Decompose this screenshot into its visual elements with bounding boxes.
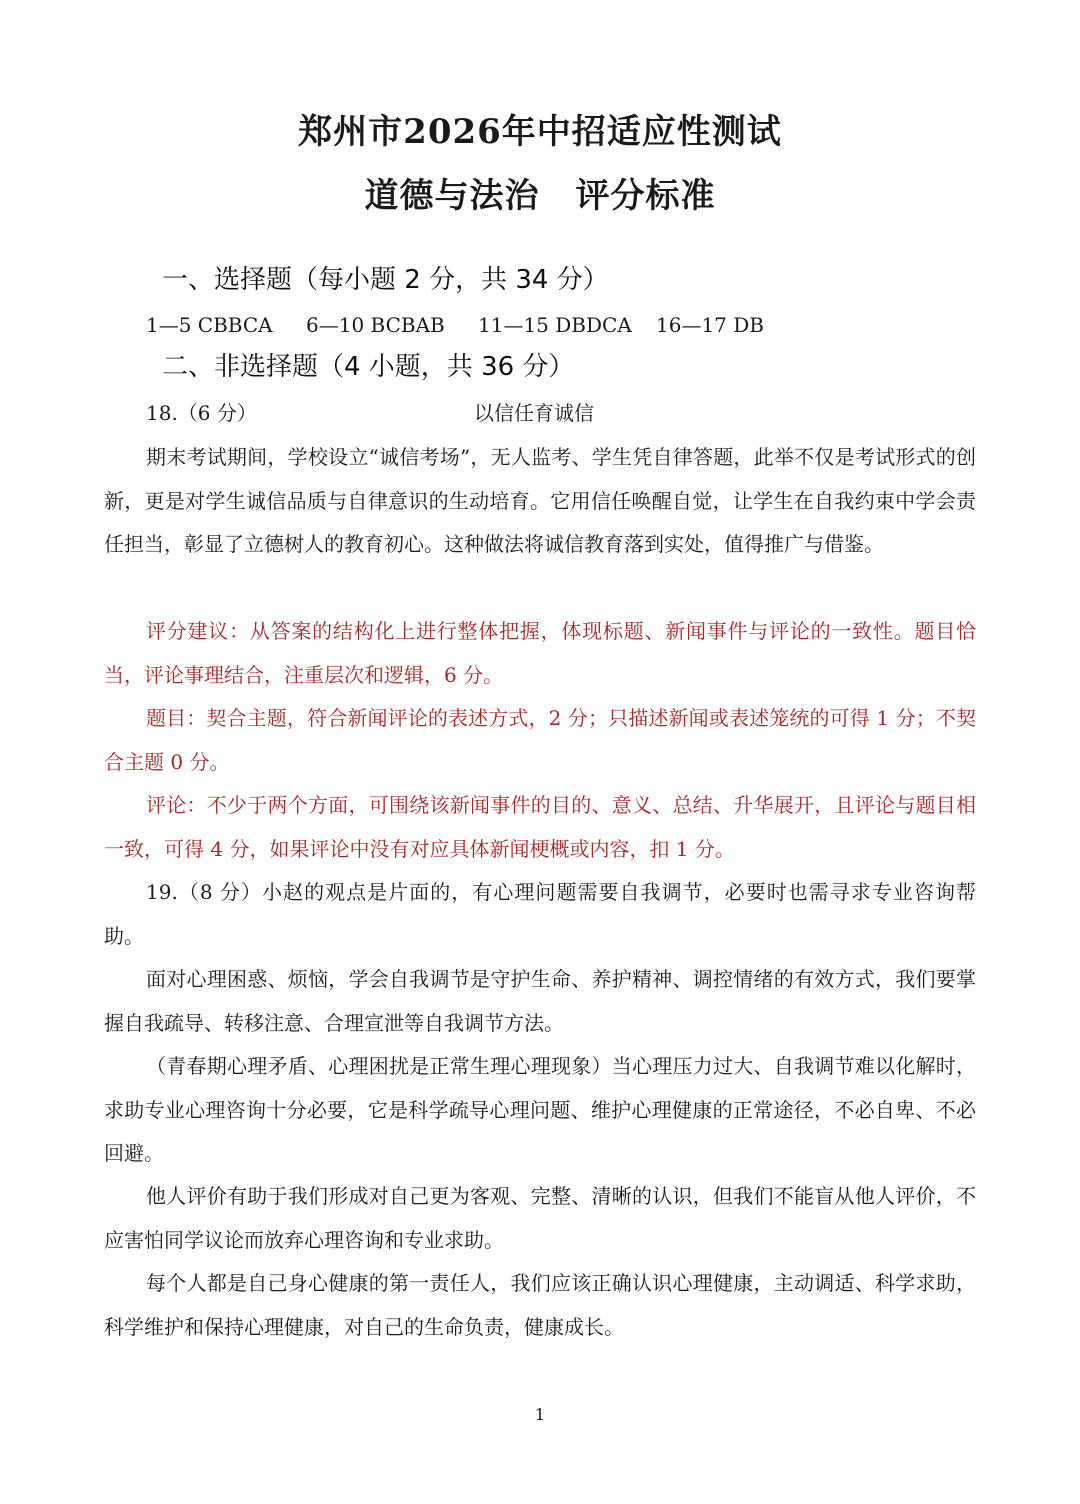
question-19-intro: 19.（8 分）小赵的观点是片面的，有心理问题需要自我调节，必要时也需寻求专业咨询帮助。: [104, 880, 976, 948]
answer-key-row: [146, 311, 764, 339]
answer-group: 1—5 CBBCA: [146, 313, 273, 337]
document-title: 郑州市2026年中招适应性测试: [298, 112, 782, 152]
document-subtitle: [0, 176, 1080, 216]
question-19-paragraph: （青春期心理矛盾、心理困扰是正常生理心理现象）当心理压力过大、自我调节难以化解时，求助专业心理咨询十分必要，它是科学疏导心理问题、维护心理健康的正常途径，不必自卑、不必回避。: [104, 1054, 976, 1165]
subject-name: 道德与法治: [364, 176, 540, 216]
scoring-standard-label: 评分标准: [575, 176, 716, 216]
question-19-paragraph: 每个人都是自己身心健康的第一责任人，我们应该正确认识心理健康，主动调适、科学求助，科学维护和保持心理健康，对自己的生命负责，健康成长。: [104, 1271, 976, 1339]
question-19-paragraph: 他人评价有助于我们形成对自己更为客观、完整、清晰的认识，但我们不能盲从他人评价，不应害怕同学议论而放弃心理咨询和专业求助。: [104, 1184, 976, 1252]
answer-group: 6—10 BCBAB: [306, 313, 445, 337]
question-19-paragraph: 面对心理困惑、烦恼，学会自我调节是守护生命、养护精神、调控情绪的有效方式，我们要掌握自我疏导、转移注意、合理宣泄等自我调节方法。: [104, 967, 976, 1035]
question-18-title: 以信任育诚信: [474, 401, 594, 425]
section-heading-multiple-choice: 一、选择题（每小题 2 分，共 34 分）: [162, 265, 609, 295]
answer-group: 16—17 DB: [656, 313, 764, 337]
scoring-advice: 评分建议：从答案的结构化上进行整体把握，体现标题、新闻事件与评论的一致性。题目恰当，评论事理结合，注重层次和逻辑，6 分。: [104, 619, 976, 687]
page-number: 1: [534, 1405, 546, 1424]
question-18-answer: 期末考试期间，学校设立“诚信考场”，无人监考、学生凭自律答题，此举不仅是考试形式的创新，更是对学生诚信品质与自律意识的生动培育。它用信任唤醒自觉，让学生在自我约束中学会责任担当，彰显了立德树人的教育初心。这种做法将诚信教育落到实处，值得推广与借鉴。: [104, 445, 976, 556]
question-18-label: 18.（6 分）: [146, 401, 257, 425]
section-heading-non-choice: 二、非选择题（4 小题，共 36 分）: [162, 352, 575, 382]
answer-group: 11—15 DBDCA: [478, 313, 632, 337]
scoring-comment-criteria: 评论：不少于两个方面，可围绕该新闻事件的目的、意义、总结、升华展开，且评论与题目相一致，可得 4 分，如果评论中没有对应具体新闻梗概或内容，扣 1 分。: [104, 793, 976, 861]
scoring-title-criteria: 题目：契合主题，符合新闻评论的表述方式，2 分；只描述新闻或表述笼统的可得 1 分；不契合主题 0 分。: [104, 706, 976, 774]
